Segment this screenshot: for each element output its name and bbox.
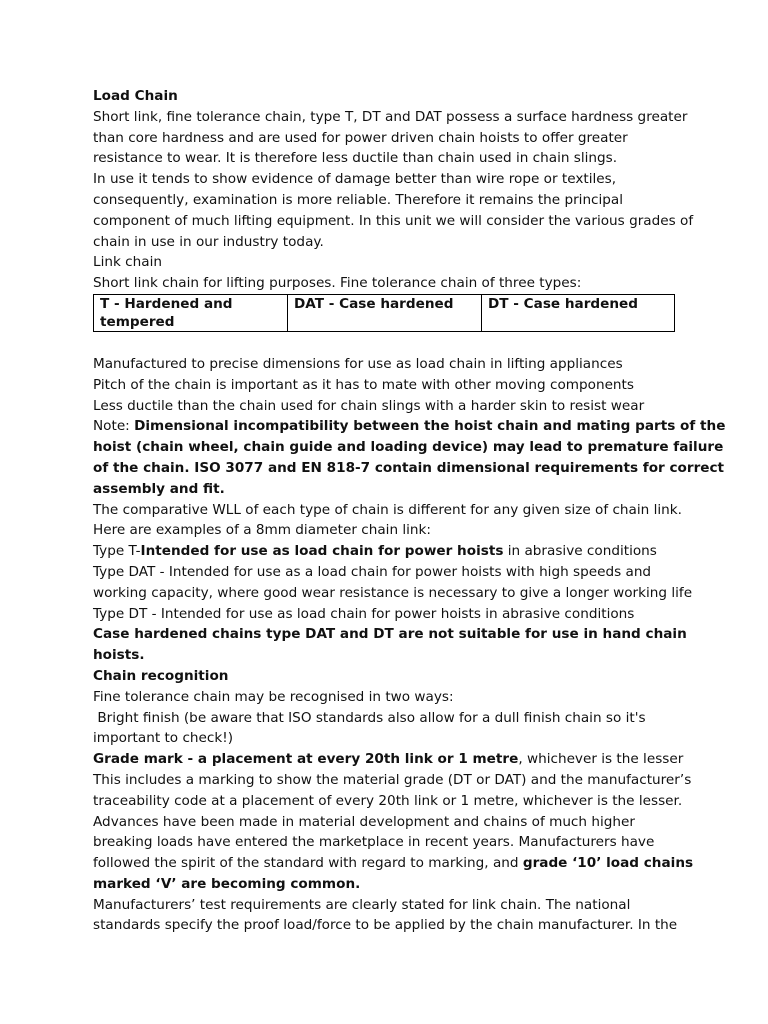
type-t-bold: Intended for use as load chain for power hoists xyxy=(140,543,504,560)
paragraph-line: breaking loads have entered the marketplace in recent years. Manufacturers have xyxy=(93,834,655,851)
paragraph-line: traceability code at a placement of every 20th link or 1 metre, whichever is the lesser. xyxy=(93,792,683,809)
table-row xyxy=(94,294,675,331)
type-t-prefix: Type T- xyxy=(93,543,141,560)
note-line: hoist (chain wheel, chain guide and loading device) may lead to premature failure xyxy=(93,439,724,456)
paragraph-line: resistance to wear. It is therefore less ductile than chain used in chain slings. xyxy=(93,150,618,167)
table-cell-type-dat: DAT - Case hardened xyxy=(288,294,482,331)
type-dt-line: Type DT - Intended for use as load chain for power hoists in abrasive conditions xyxy=(93,605,635,622)
subheading-chain-recognition: Chain recognition xyxy=(93,667,229,684)
paragraph-line: Manufacturers’ test requirements are clearly stated for link chain. The national xyxy=(93,896,631,913)
paragraph-line: consequently, examination is more reliable. Therefore it remains the principal xyxy=(93,191,624,208)
subheading-link-chain: Link chain xyxy=(93,254,162,271)
grade-mark-line xyxy=(93,749,683,770)
paragraph-line: Fine tolerance chain may be recognised in two ways: xyxy=(93,688,454,705)
type-t-suffix: in abrasive conditions xyxy=(503,543,657,560)
paragraph-line: Short link chain for lifting purposes. Fine tolerance chain of three types: xyxy=(93,275,582,292)
note-prefix: Note: xyxy=(93,418,135,435)
case-hardened-warning: hoists. xyxy=(93,647,145,664)
paragraph-line: Short link, fine tolerance chain, type T, DT and DAT possess a surface hardness greater xyxy=(93,108,688,125)
note-line: assembly and fit. xyxy=(93,480,225,497)
paragraph-line: important to check!) xyxy=(93,730,233,747)
case-hardened-warning: Case hardened chains type DAT and DT are not suitable for use in hand chain xyxy=(93,626,687,643)
document-page xyxy=(93,86,726,936)
paragraph-line: Advances have been made in material development and chains of much higher xyxy=(93,813,635,830)
table-cell-type-dt: DT - Case hardened xyxy=(482,294,675,331)
table-cell-type-t: T - Hardened and tempered xyxy=(94,294,288,331)
paragraph-line: Pitch of the chain is important as it has to mate with other moving components xyxy=(93,376,634,393)
type-dat-line: Type DAT - Intended for use as a load chain for power hoists with high speeds and xyxy=(93,563,652,580)
spirit-prefix: followed the spirit of the standard with regard to marking, and xyxy=(93,855,523,872)
paragraph-line: Less ductile than the chain used for chain slings with a harder skin to resist wear xyxy=(93,397,645,414)
spirit-line xyxy=(93,853,694,874)
type-dat-line: working capacity, where good wear resistance is necessary to give a longer working life xyxy=(93,584,693,601)
note-line: of the chain. ISO 3077 and EN 818-7 contain dimensional requirements for correct xyxy=(93,459,725,476)
paragraph-line: The comparative WLL of each type of chain is different for any given size of chain link. xyxy=(93,501,682,518)
note-bold-text: Dimensional incompatibility between the hoist chain and mating parts of the xyxy=(134,418,726,435)
type-t-line xyxy=(93,541,683,562)
marked-v-line: marked ‘V’ are becoming common. xyxy=(93,875,361,892)
note-line xyxy=(93,416,726,437)
paragraph-line: chain in use in our industry today. xyxy=(93,233,324,250)
paragraph-line: standards specify the proof load/force to be applied by the chain manufacturer. In the xyxy=(93,917,678,934)
section-heading-load-chain: Load Chain xyxy=(93,88,178,104)
paragraph-line: component of much lifting equipment. In this unit we will consider the various grades of xyxy=(93,212,694,229)
paragraph-line: Bright finish (be aware that ISO standards also allow for a dull finish chain so it's xyxy=(93,709,646,726)
spirit-bold: grade ‘10’ load chains xyxy=(522,855,694,872)
paragraph-line: This includes a marking to show the material grade (DT or DAT) and the manufacturer’s xyxy=(93,771,692,788)
grade-mark-bold: Grade mark - a placement at every 20th link or 1 metre xyxy=(93,751,519,768)
paragraph-line: In use it tends to show evidence of damage better than wire rope or textiles, xyxy=(93,171,617,188)
grade-mark-suffix: , whichever is the lesser xyxy=(518,751,684,768)
paragraph-line: Manufactured to precise dimensions for use as load chain in lifting appliances xyxy=(93,355,623,372)
chain-types-table xyxy=(93,294,675,332)
paragraph-line: than core hardness and are used for power driven chain hoists to offer greater xyxy=(93,129,628,146)
paragraph-line: Here are examples of a 8mm diameter chain link: xyxy=(93,522,432,539)
